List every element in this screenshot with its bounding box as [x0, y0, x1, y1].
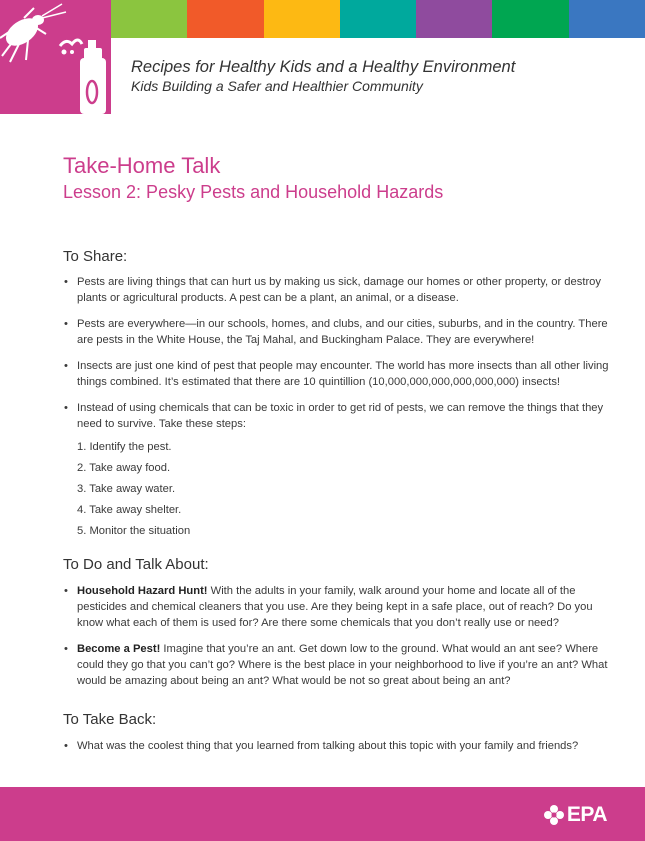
bug-and-spray-icon [0, 0, 111, 114]
page-title: Take-Home Talk [63, 153, 221, 178]
section-heading-to-take-back: To Take Back: [63, 711, 157, 728]
epa-logo [543, 803, 607, 827]
step-item: 1. Identify the pest. [77, 441, 172, 453]
header-illustration [0, 0, 111, 114]
list-item-lead: Household Hazard Hunt! [77, 585, 208, 597]
step-item: 4. Take away shelter. [77, 504, 182, 516]
lesson-title: Lesson 2: Pesky Pests and Household Hazards [63, 182, 444, 202]
section-heading-to-share: To Share: [63, 248, 128, 265]
step-item: 2. Take away food. [77, 462, 171, 474]
list-item-text: Instead of using chemicals that can be toxic in order to get rid of pests, we can remove the things that they need to survive. Take these steps: [77, 402, 604, 430]
to-share-list [63, 274, 619, 542]
color-stripe-2 [187, 0, 263, 38]
step-item: 3. Take away water. [77, 483, 176, 495]
color-stripe-3 [264, 0, 340, 38]
header-titles [131, 58, 515, 95]
color-stripe-bar [111, 0, 645, 38]
list-item-text: Imagine that you’re an ant. Get down low to the ground. What would an ant see? Where could they go that you can’t go? Where is the best place in your neighborhood to live if you’re an ant? What would be amazing about being an ant? What would be not so great about being an ant? [77, 643, 608, 687]
list-item-lead: Become a Pest! [77, 643, 161, 655]
list-item [63, 641, 619, 689]
list-item [63, 400, 619, 542]
to-do-list [63, 583, 619, 689]
to-take-back-list [63, 738, 619, 754]
series-subtitle: Kids Building a Safer and Healthier Community [131, 78, 423, 94]
step-item: 5. Monitor the situation [77, 525, 191, 537]
list-item [63, 583, 619, 631]
color-stripe-4 [340, 0, 416, 38]
list-item: • What was the coolest thing that you learned from talking about this topic with your family and friends? [63, 738, 619, 754]
series-title: Recipes for Healthy Kids and a Healthy Environment [131, 58, 516, 76]
section-heading-to-do: To Do and Talk About: [63, 556, 209, 573]
list-item: • Pests are living things that can hurt us by making us sick, damage our homes or other property, or destroy plants or agricultural products. A pest can be a plant, an animal, or a disease. [63, 274, 619, 306]
color-stripe-5 [416, 0, 492, 38]
footer-bar [0, 787, 645, 841]
color-stripe-6 [492, 0, 568, 38]
epa-logo-text: EPA [566, 803, 607, 826]
epa-flower-icon [543, 804, 565, 826]
color-stripe-7 [569, 0, 645, 38]
list-item: • Insects are just one kind of pest that people may encounter. The world has more insects than all other living things combined. It’s estimated that there are 10 quintillion (10,000,000,000,000,000,000) insects! [63, 358, 619, 390]
color-stripe-1 [111, 0, 187, 38]
steps-list [77, 437, 619, 542]
list-item: • Pests are everywhere—in our schools, homes, and clubs, and our cities, suburbs, and in the country. There are pests in the White House, the Taj Mahal, and Buckingham Palace. They are everywhere! [63, 316, 619, 348]
list-item-text: With the adults in your family, walk around your home and locate all of the pesticides and chemical cleaners that you use. Are they being kept in a safe place, out of reach? Do you know what each of them is used for? Are there some chemicals that you don’t really use or need? [77, 585, 593, 629]
